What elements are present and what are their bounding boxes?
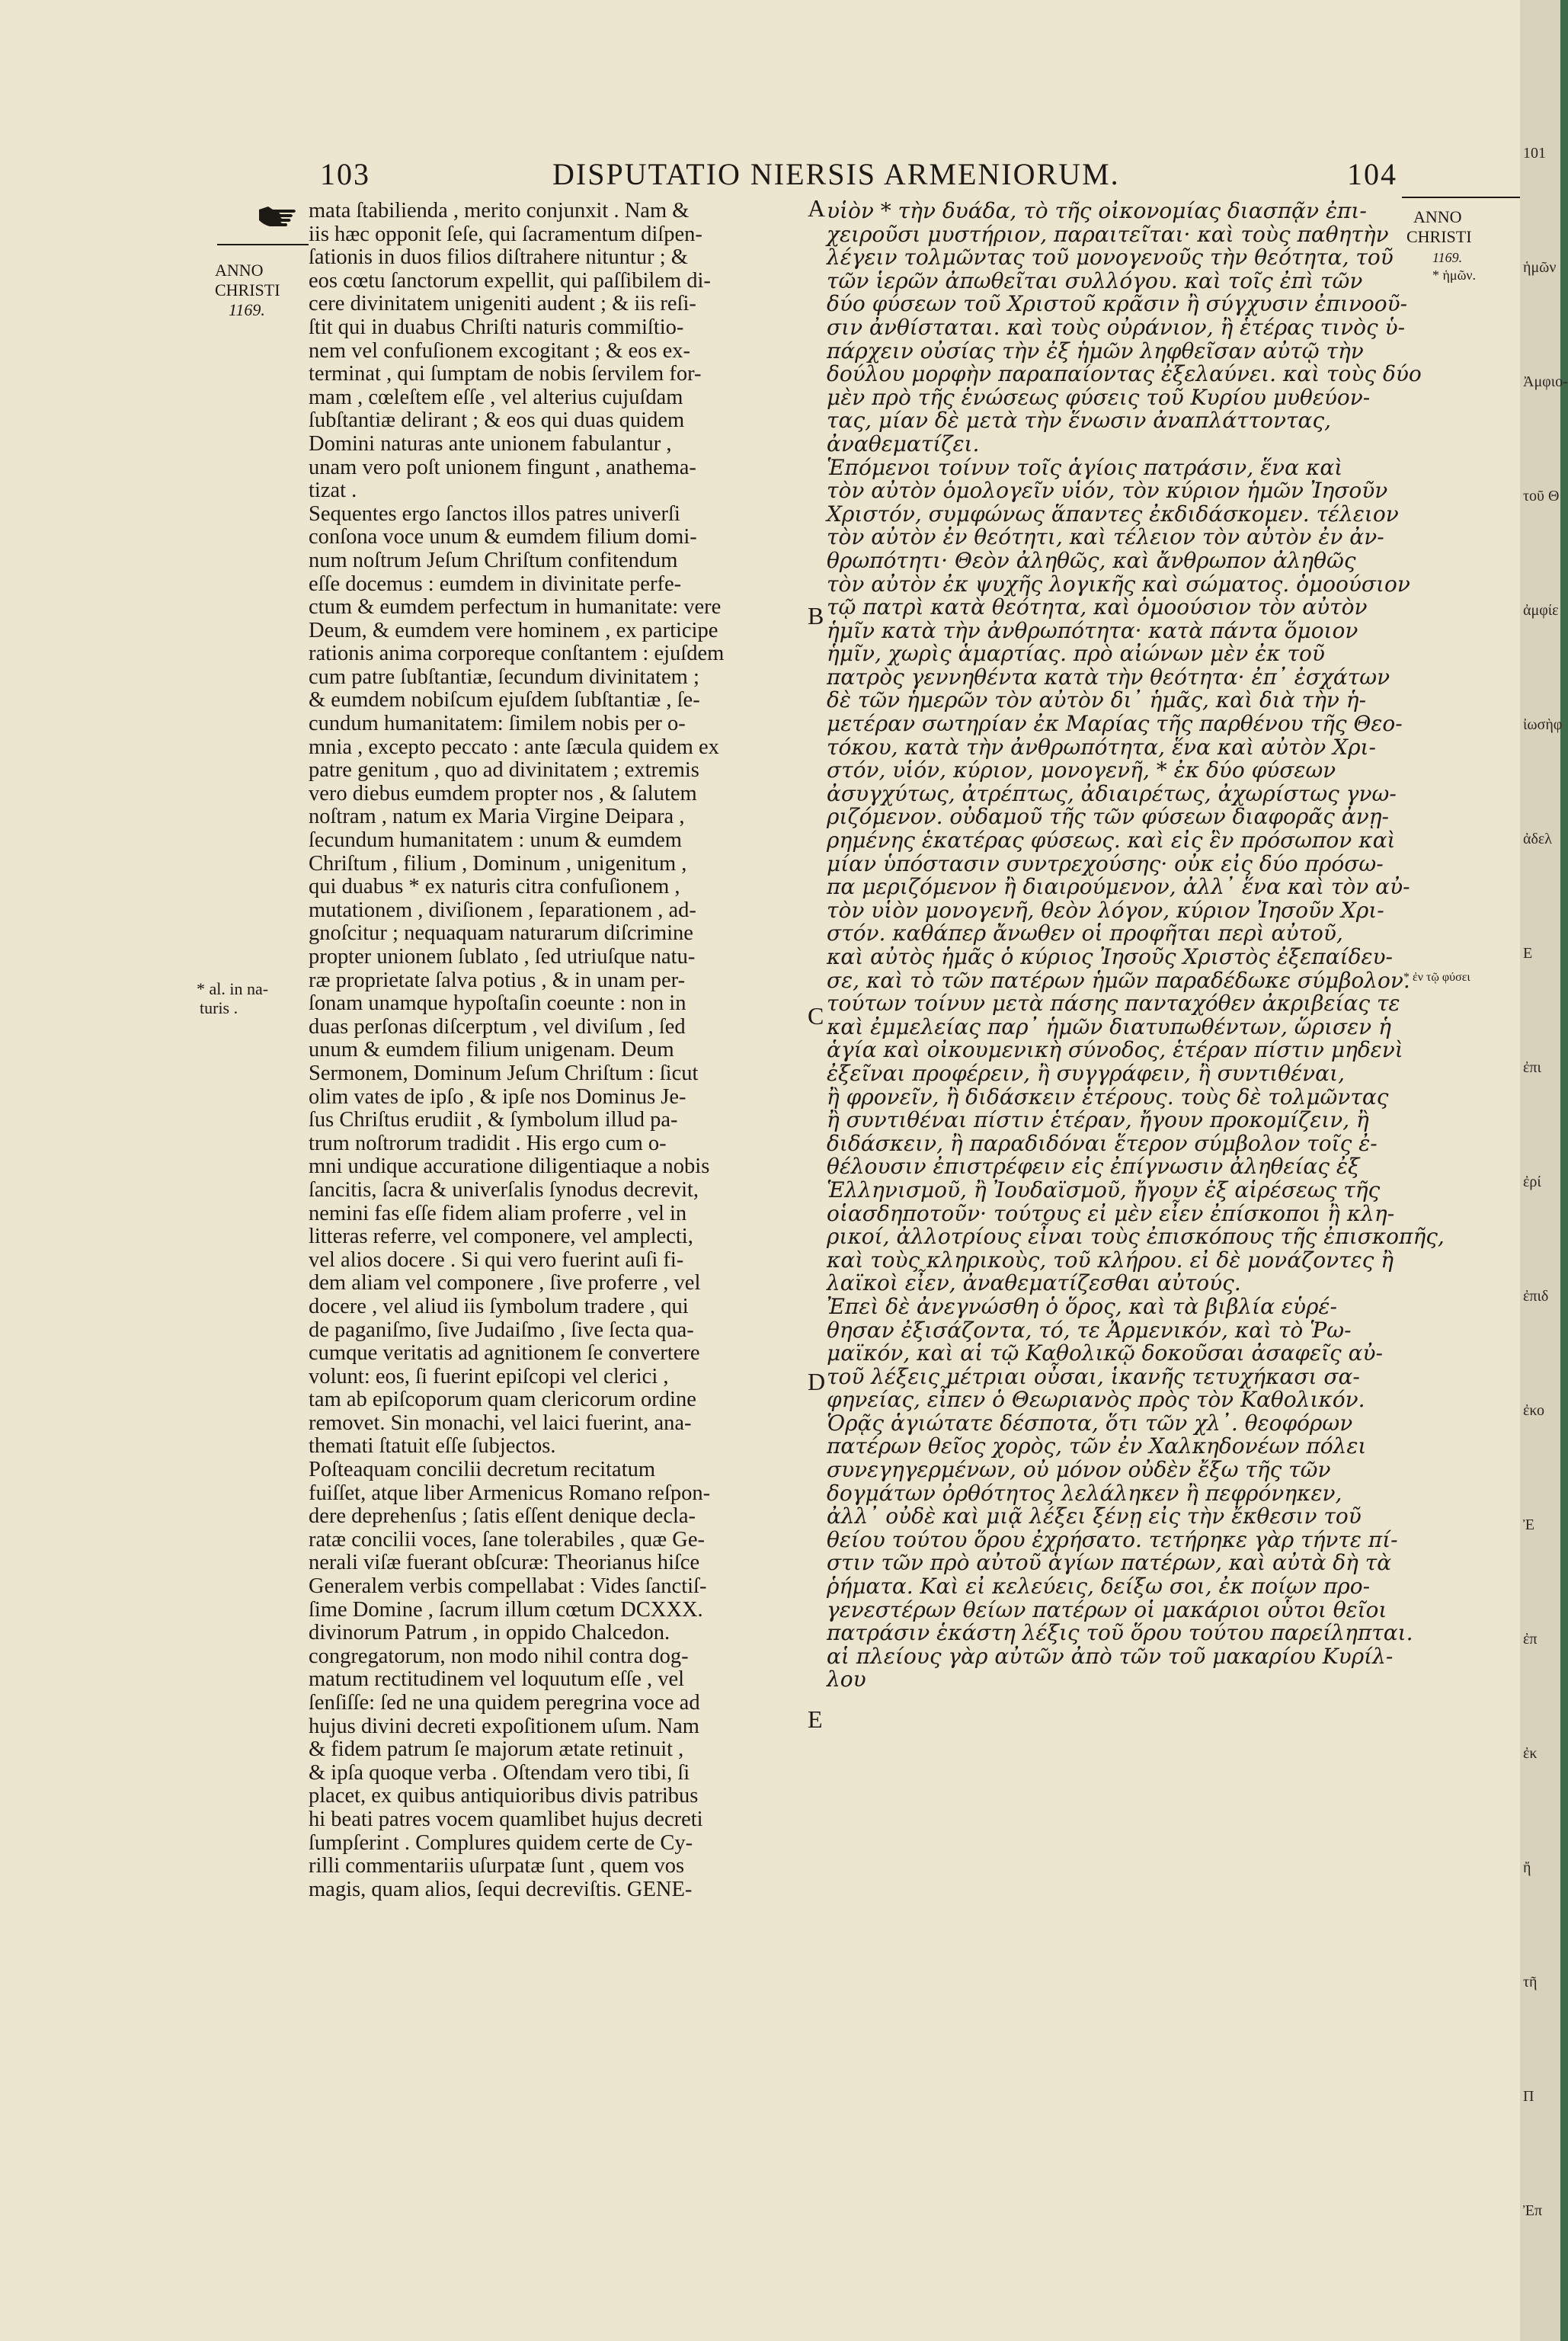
greek-text-line: λέγειν τολμῶντας τοῦ μονογενοῦς τὴν θεότητα, τοῦ	[827, 245, 1394, 271]
greek-text-line: ρικοί, ἀλλοτρίους εἶναι τοὺς ἐπισκόπους τῆς ἐπισκοπῆς,	[827, 1224, 1445, 1250]
greek-text-line: Ἐπεὶ δὲ ἀνεγνώσθη ὁ ὅρος, καὶ τὰ βιβλία εὑρέ-	[827, 1293, 1337, 1319]
christi-right: CHRISTI	[1406, 227, 1472, 246]
greek-text-line: λου	[827, 1667, 866, 1693]
latin-text-line: ratæ concilii voces, ſane tolerabiles , quæ Ge-	[309, 1527, 705, 1552]
greek-text-line: πατρὸς γεννηθέντα κατὰ τὴν θεότητα· ἐπ᾽ ἐσχάτων	[827, 664, 1390, 690]
latin-text-line: ſus Chriſtus erudiit , & ſymbolum illud pa-	[309, 1108, 678, 1132]
latin-text-line: hi beati patres vocem quamlibet hujus decreti	[309, 1807, 703, 1831]
latin-text-line: ſumpſerint . Complures quidem certe de Cy-	[309, 1830, 693, 1855]
greek-text-line: καὶ αὐτὸς ἡμᾶς ὁ κύριος Ἰησοῦς Χριστὸς ἐξεπαίδευ-	[827, 944, 1393, 969]
latin-column	[309, 200, 834, 1901]
greek-text-line: πατράσιν ἑκάστη λέξις τοῦ ὅρου τούτου παρείληπται.	[827, 1620, 1413, 1646]
greek-text-line: υἱὸν * τὴν δυάδα, τὸ τῆς οἰκονομίας διασπᾷν ἐπι-	[827, 198, 1367, 223]
greek-text-line: δογμάτων ὀρθότητος λελάληκεν ἢ πεφρόνηκεν,	[827, 1480, 1342, 1506]
section-letter-a: A	[808, 194, 826, 222]
latin-text-line: & ipſa quoque verba . Oſtendam vero tibi, ſi	[309, 1760, 690, 1785]
latin-text-line: ræ proprietate ſalva potius , & in unam per-	[309, 968, 686, 992]
latin-text-line: rationis anima corporeque conſtantem : ejuſdem	[309, 642, 725, 666]
greek-text-line: Χριστόν, συμφώνως ἅπαντες ἐκδιδάσκομεν. τέλειον	[827, 501, 1399, 527]
greek-text-line: φηνείας, εἶπεν ὁ Θεωριανὸς πρὸς τὸν Καθολικόν.	[827, 1387, 1365, 1413]
latin-text-line: themati ſtatuit eſſe ſubjectos.	[309, 1434, 556, 1459]
latin-text-line: mnia , excepto peccato : ante ſæcula quidem ex	[309, 735, 719, 759]
greek-text-line: τὸν αὐτὸν ἐκ ψυχῆς λογικῆς καὶ σώματος. ὁμοούσιον	[827, 571, 1410, 597]
adjacent-page-fragment: ἐπ	[1523, 1631, 1538, 1648]
greek-text-line: διδάσκειν, ἢ παραδιδόναι ἕτερον σύμβολον τοῖς ἐ-	[827, 1130, 1378, 1156]
greek-text-line: σιν ἀνθίσταται. καὶ τοὺς οὐράνιον, ἢ ἑτέρας τινὸς ὑ-	[827, 314, 1406, 340]
latin-text-line: tam ab epiſcoporum quam clericorum ordine	[309, 1388, 696, 1412]
latin-text-line: docere , vel aliud iis ſymbolum tradere , qui	[309, 1294, 689, 1318]
note-right-2: * ἐν τῷ φύσει	[1403, 971, 1470, 984]
margin-rule-right	[1402, 197, 1520, 198]
latin-text-line: placet, ex quibus antiquioribus divis patribus	[309, 1784, 699, 1808]
latin-text-line: patre genitum , quo ad divinitatem ; extremis	[309, 758, 699, 783]
greek-text-line: καὶ ἐμμελείας παρ᾽ ἡμῶν διατυπωθέντων, ὥρισεν ἡ	[827, 1014, 1391, 1039]
adjacent-page-fragment: ἀμφίε	[1523, 602, 1559, 619]
latin-text-line: gnoſcitur ; nequaquam naturarum diſcrimine	[309, 921, 693, 946]
greek-text-line: τὸν αὐτὸν ἐν θεότητι, καὶ τέλειον τὸν αὐτὸν ἐν ἀν-	[827, 524, 1384, 550]
greek-text-line: ῥήματα. Καὶ εἰ κελεύεις, δείξω σοι, ἐκ ποίων προ-	[827, 1574, 1371, 1600]
latin-text-line: cundum humanitatem: ſimilem nobis per o-	[309, 712, 686, 736]
greek-text-line: τῶν ἱερῶν ἀπωθεῖται συλλόγου. καὶ τοῖς ἐπὶ τῶν	[827, 267, 1363, 293]
greek-text-line: μετέραν σωτηρίαν ἐκ Μαρίας τῆς παρθένου τῆς Θεο-	[827, 711, 1403, 737]
latin-text-line: ctum & eumdem perfectum in humanitate: vere	[309, 595, 722, 620]
latin-text-line: olim vates de ipſo , & ipſe nos Dominus Je-	[309, 1084, 686, 1109]
greek-text-line: δύο φύσεων τοῦ Χριστοῦ κρᾶσιν ἢ σύγχυσιν ἐπινοοῦ-	[827, 291, 1408, 317]
latin-text-line: vero diebus eumdem propter nos , & ſalutem	[309, 781, 697, 805]
adjacent-page-fragment: Ἐ	[1523, 1516, 1534, 1533]
greek-text-line: ἁγία καὶ οἰκουμενικὴ σύνοδος, ἑτέραν πίστιν μηδενὶ	[827, 1037, 1403, 1063]
latin-text-line: rilli commentariis uſurpatæ ſunt , quem vos	[309, 1854, 685, 1878]
greek-column	[827, 200, 1459, 1692]
greek-text-line: Ἑλληνισμοῦ, ἢ Ἰουδαϊσμοῦ, ἤγουν ἐξ αἱρέσεως τῆς	[827, 1177, 1381, 1203]
year-right: 1169.	[1432, 250, 1463, 265]
latin-text-line: cum patre ſubſtantiæ, ſecundum divinitatem ;	[309, 665, 699, 689]
greek-text-line: ἡμῖν, χωρὶς ἁμαρτίας. πρὸ αἰώνων μὲν ἐκ τοῦ	[827, 641, 1325, 667]
greek-text-line: πάρχειν οὐσίας τὴν ἐξ ἡμῶν ληφθεῖσαν αὐτῷ τὴν	[827, 338, 1364, 363]
variant-note-left: * al. in na-	[197, 979, 269, 998]
latin-text-line: unum & eumdem filium unigenam. Deum	[309, 1038, 674, 1062]
greek-text-line: ἡμῖν κατὰ τὴν ἀνθρωπότητα· κατὰ πάντα ὅμοιον	[827, 617, 1358, 643]
greek-text-line: στόν. καθάπερ ἄνωθεν οἱ προφῆται περὶ αὐτοῦ,	[827, 921, 1343, 946]
latin-text-line: Generalem verbis compellabat : Vides ſanctiſ-	[309, 1574, 707, 1599]
adjacent-page-fragment: 101	[1523, 145, 1546, 162]
greek-text-line: οἱασδηποτοῦν· τούτους εἰ μὲν εἶεν ἐπίσκοποι ἢ κλη-	[827, 1200, 1395, 1226]
adjacent-page-fragment: Ε	[1523, 945, 1533, 962]
latin-text-line: Deum, & eumdem vere hominem , ex participe	[309, 618, 718, 642]
adjacent-page-fragment: ἀδελ	[1523, 831, 1552, 847]
latin-text-line: volunt: eos, ſi fuerint epiſcopi vel clerici ,	[309, 1364, 669, 1388]
greek-text-line: στιν τῶν πρὸ αὐτοῦ ἁγίων πατέρων, καὶ αὐτὰ δὴ τὰ	[827, 1550, 1392, 1576]
latin-text-line: ſime Domine , ſacrum illum cœtum DCXXX.	[309, 1597, 703, 1622]
latin-text-line: ſationis in duos filios diſtrahere nituntur ; &	[309, 245, 688, 270]
adjacent-page-fragment: τῆ	[1523, 1974, 1538, 1990]
page-number-left: 103	[320, 157, 370, 191]
greek-text-line: χειροῦσι μυστήριον, παραιτεῖται· καὶ τοὺς παθητὴν	[827, 221, 1389, 247]
greek-text-line: τοῦ λέξεις μέτριαι οὖσαι, ἱκανῆς τετυχήκασι σα-	[827, 1363, 1360, 1389]
latin-text-line: matum rectitudinem vel loquutum eſſe , vel	[309, 1667, 685, 1692]
adjacent-page-fragment: ἐπι	[1523, 1059, 1541, 1076]
greek-text-line: τὸν υἱὸν μονογενῆ, θεὸν λόγον, κύριον Ἰησοῦν Χρι-	[827, 897, 1384, 923]
greek-text-line: ἐξεῖναι προφέρειν, ἢ συγγράφειν, ἢ συντιθέναι,	[827, 1060, 1345, 1086]
latin-text-line: ſtit qui in duabus Chriſti naturis commiſtio-	[309, 315, 684, 339]
latin-text-line: conſona voce unum & eumdem filium domi-	[309, 525, 697, 549]
greek-text-line: τὸν αὐτὸν ὁμολογεῖν υἱόν, τὸν κύριον ἡμῶν Ἰησοῦν	[827, 478, 1388, 504]
section-letter-c: C	[808, 1002, 824, 1030]
latin-text-line: trum noſtrorum tradidit . His ergo cum o-	[309, 1131, 667, 1155]
anno-left: ANNO	[215, 261, 264, 280]
latin-text-line: nerali viſæ fuerant obſcuræ: Theorianus hiſce	[309, 1551, 700, 1575]
latin-text-line: dem aliam vel componere , ſive proferre , vel	[309, 1271, 701, 1295]
adjacent-page-fragment: ἐκο	[1523, 1402, 1545, 1419]
greek-text-line: Ὁρᾷς ἁγιώτατε δέσποτα, ὅτι τῶν χλ᾽. θεοφόρων	[827, 1410, 1353, 1436]
greek-text-line: μαϊκόν, καὶ αἱ τῷ Καθολικῷ δοκοῦσαι ἀσαφεῖς αὐ-	[827, 1340, 1384, 1366]
greek-text-line: δὲ τῶν ἡμερῶν τὸν αὐτὸν δι᾽ ἡμᾶς, καὶ διὰ τὴν ἡ-	[827, 687, 1367, 713]
latin-text-line: ſecundum humanitatem : unum & eumdem	[309, 828, 682, 853]
margin-rule-left	[217, 244, 309, 245]
latin-text-line: propter unionem ſublato , ſed utriuſque natu-	[309, 945, 696, 969]
note-right: * ἡμῶν.	[1432, 267, 1477, 283]
latin-text-line: nemini fas eſſe fidem aliam proferre , vel in	[309, 1201, 687, 1225]
latin-text-line: duas perſonas diſcerptum , vel diviſum , ſed	[309, 1014, 686, 1039]
greek-text-line: συνεγηγερμένων, οὐ μόνον οὐδὲν ἔξω τῆς τῶν	[827, 1457, 1331, 1483]
latin-text-line: Sermonem, Dominum Jeſum Chriſtum : ſicut	[309, 1061, 699, 1085]
adjacent-page-fragment: ἐπιδ	[1523, 1288, 1549, 1305]
adjacent-page-fragment: ἐρί	[1523, 1174, 1541, 1190]
adjacent-page-fragment: ἤ	[1523, 1859, 1531, 1876]
latin-text-line: divinorum Patrum , in oppido Chalcedon.	[309, 1621, 670, 1645]
latin-text-line: ſancitis, ſacra & univerſalis ſynodus decrevit,	[309, 1177, 699, 1202]
section-letter-b: B	[808, 602, 824, 629]
latin-text-line: noſtram , natum ex Maria Virgine Deipara ,	[309, 805, 685, 829]
greek-text-line: Ἑπόμενοι τοίνυν τοῖς ἁγίοις πατράσιν, ἕνα καὶ	[827, 454, 1343, 480]
latin-text-line: hujus divini decreti expoſitionem uſum. Nam	[309, 1714, 699, 1738]
latin-text-line: mam , cœleſtem eſſe , vel alterius cujuſdam	[309, 385, 683, 409]
latin-text-line: tizat .	[309, 479, 357, 503]
latin-text-line: Chriſtum , filium , Dominum , unigenitum ,	[309, 851, 687, 876]
adjacent-page-fragment: ἡμῶν	[1523, 259, 1557, 276]
latin-text-line: mni undique accuratione diligentiaque a nobis	[309, 1154, 710, 1179]
adjacent-page-fragment: Ἐπ	[1523, 2202, 1543, 2219]
anno-right: ANNO	[1413, 207, 1462, 226]
adjacent-page-fragment: Π	[1523, 2088, 1534, 2105]
latin-text-line: Poſteaquam concilii decretum recitatum	[309, 1458, 656, 1482]
greek-text-line: τας, μίαν δὲ μετὰ τὴν ἕνωσιν ἀναπλάττοντας,	[827, 408, 1332, 434]
latin-text-line: ſubſtantiæ delirant ; & eos qui duas quidem	[309, 408, 685, 433]
greek-text-line: γενεστέρων θείων πατέρων οἱ μακάριοι οὗτοι θεῖοι	[827, 1596, 1387, 1622]
greek-text-line: λαϊκοὶ εἶεν, ἀναθεματίζεσθαι αὐτούς.	[827, 1270, 1241, 1296]
year-left: 1169.	[229, 300, 265, 319]
latin-text-line: & fidem patrum ſe majorum ætate retinuit ,	[309, 1737, 684, 1762]
latin-text-line: iis hæc opponit ſeſe, qui ſacramentum diſpen-	[309, 222, 702, 246]
greek-text-line: ἢ φρονεῖν, ἢ διδάσκειν ἑτέρους. τοὺς δὲ τολμῶντας	[827, 1084, 1389, 1110]
greek-text-line: ρημένης ἑκατέρας φύσεως. καὶ εἰς ἓν πρόσωπον καὶ	[827, 828, 1396, 853]
greek-text-line: τόκου, κατὰ τὴν ἀνθρωπότητα, ἕνα καὶ αὐτὸν Χρι-	[827, 734, 1376, 760]
latin-text-line: de paganiſmo, ſive Judaiſmo , ſive ſecta qua-	[309, 1318, 694, 1342]
latin-text-line: terminat , qui ſumptam de nobis ſervilem for-	[309, 362, 702, 386]
latin-text-line: congregatorum, non modo nihil contra dog-	[309, 1644, 689, 1668]
latin-text-line: qui duabus * ex naturis citra confuſionem ,	[309, 875, 680, 899]
greek-text-line: μὲν πρὸ τῆς ἑνώσεως φύσεις τοῦ Κυρίου μυθεύον-	[827, 384, 1371, 410]
section-letter-e: E	[808, 1705, 823, 1733]
adjacent-page-fragment: τοῦ Θ	[1523, 488, 1560, 504]
greek-text-line: ριζόμενον. οὐδαμοῦ τῆς τῶν φύσεων διαφορᾶς ἀνῃ-	[827, 804, 1389, 830]
greek-text-line: ἀναθεματίζει.	[827, 431, 980, 456]
greek-text-line: θησαν ἐξισάζοντα, τό, τε Ἀρμενικόν, καὶ τὸ Ῥω-	[827, 1317, 1352, 1343]
latin-text-line: removet. Sin monachi, vel laici fuerint, ana-	[309, 1411, 692, 1435]
greek-text-line: σε, καὶ τὸ τῶν πατέρων ἡμῶν παραδέδωκε σύμβολον.	[827, 967, 1410, 993]
latin-text-line: dere deprehenſus ; ſatis eſſent denique decla-	[309, 1504, 696, 1529]
section-letter-d: D	[808, 1368, 826, 1395]
latin-text-line: ſenſiſſe: ſed ne una quidem peregrina voce ad	[309, 1691, 700, 1715]
latin-text-line: cere divinitatem unigeniti audent ; & iis reſi-	[309, 292, 696, 316]
greek-text-line: αἱ πλείους γὰρ αὐτῶν ἀπὸ τῶν τοῦ μακαρίου Κυρίλ-	[827, 1643, 1394, 1669]
greek-text-line: ἀσυγχύτως, ἀτρέπτως, ἀδιαιρέτως, ἀχωρίστως γνω-	[827, 780, 1397, 806]
latin-text-line: Domini naturas ante unionem fabulantur ,	[309, 431, 672, 456]
adjacent-page-edge	[1520, 0, 1568, 2341]
greek-text-line: ἢ συντιθέναι πίστιν ἑτέραν, ἤγουν προκομίζειν, ἢ	[827, 1107, 1369, 1133]
adjacent-page-fragment: ἐκ	[1523, 1745, 1538, 1762]
latin-text-line: unam vero poſt unionem fingunt , anathema-	[309, 455, 696, 479]
christi-left: CHRISTI	[215, 280, 280, 299]
latin-text-line: num noſtrum Jeſum Chriſtum confitendum	[309, 548, 678, 572]
latin-text-line: litteras referre, vel componere, vel amplecti,	[309, 1225, 693, 1249]
latin-text-line: magis, quam alios, ſequi decreviſtis. GENE-	[309, 1877, 693, 1901]
greek-text-line: θρωπότητι· Θεὸν ἀληθῶς, καὶ ἄνθρωπον ἀληθῶς	[827, 547, 1356, 573]
greek-text-line: τῷ πατρὶ κατὰ θεότητα, καὶ ὁμοούσιον τὸν αὐτὸν	[827, 594, 1368, 620]
running-title: DISPUTATIO NIERSIS ARMENIORUM.	[552, 157, 1120, 191]
latin-text-line: mata ſtabilienda , merito conjunxit . Nam &	[309, 199, 690, 223]
greek-text-line: ἀλλ᾽ οὐδὲ καὶ μιᾷ λέξει ξένῃ εἰς τὴν ἔκθεσιν τοῦ	[827, 1504, 1362, 1529]
page-number-right: 104	[1347, 157, 1397, 191]
latin-text-line: vel alios docere . Si qui vero fuerint auſi fi-	[309, 1247, 684, 1272]
latin-text-line: fuiſſet, atque liber Armenicus Romano reſpon-	[309, 1481, 711, 1505]
greek-text-line: θείου τούτου ὅρου ἐχρήσατο. τετήρηκε γὰρ τήντε πί-	[827, 1526, 1398, 1552]
latin-text-line: cumque veritatis ad agnitionem ſe convertere	[309, 1341, 700, 1366]
latin-text-line: ſonam unamque hypoſtaſin coeunte : non in	[309, 991, 686, 1016]
greek-text-line: τούτων τοίνυν μετὰ πάσης πανταχόθεν ἀκριβείας τε	[827, 991, 1400, 1017]
latin-text-line: eſſe docemus : eumdem in divinitate perfe-	[309, 572, 682, 596]
adjacent-page-fragment: ἰωσὴφ	[1523, 716, 1563, 733]
adjacent-page-fragment: Ἀμφιο-	[1523, 373, 1568, 390]
greek-text-line: καὶ τοὺς κληρικοὺς, τοῦ κλήρου. εἰ δὲ μονάζοντες ἢ	[827, 1247, 1394, 1273]
variant-note-left-2: turis .	[200, 998, 238, 1017]
greek-text-line: πα μεριζόμενον ἢ διαιρούμενον, ἀλλ᾽ ἕνα καὶ τὸν αὐ-	[827, 874, 1410, 900]
greek-text-line: στόν, υἱόν, κύριον, μονογενῆ, * ἐκ δύο φύσεων	[827, 757, 1336, 783]
greek-text-line: πατέρων θεῖος χορὸς, τῶν ἐν Χαλκηδονέων πόλει	[827, 1433, 1367, 1459]
greek-text-line: δούλου μορφὴν παραπαίοντας ἐξελαύνει. καὶ τοὺς δύο	[827, 361, 1422, 387]
latin-text-line: & eumdem nobiſcum ejuſdem ſubſtantiæ , ſe-	[309, 688, 700, 713]
latin-text-line: Sequentes ergo ſanctos illos patres univerſi	[309, 501, 680, 526]
latin-text-line: mutationem , diviſionem , ſeparationem , ad-	[309, 898, 696, 922]
latin-text-line: eos cœtu ſanctorum expellit, qui paſſibilem di-	[309, 268, 711, 293]
greek-text-line: μίαν ὑπόστασιν συντρεχούσης· οὐκ εἰς δύο πρόσω-	[827, 850, 1384, 876]
latin-text-line: nem vel confuſionem excogitant ; & eos ex-	[309, 338, 690, 363]
greek-text-line: θέλουσιν ἐπιστρέφειν εἰς ἐπίγνωσιν ἀληθείας ἐξ	[827, 1154, 1360, 1180]
pointing-hand-icon	[258, 202, 299, 228]
